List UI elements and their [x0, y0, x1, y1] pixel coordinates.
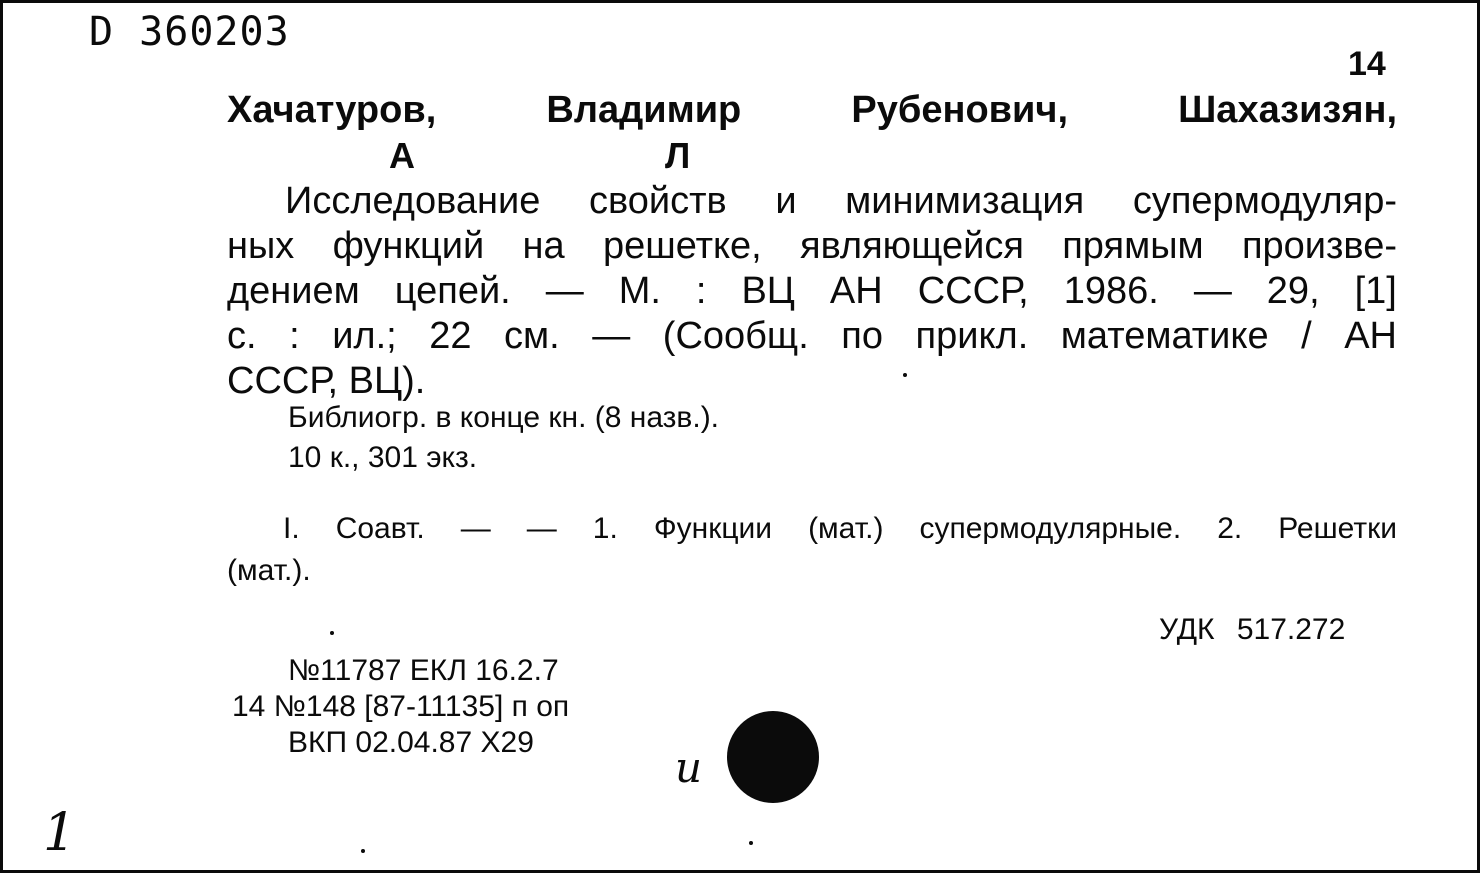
handwritten-mark: и	[675, 743, 703, 792]
bibliographic-description	[227, 179, 1397, 404]
card-number: 14	[1348, 45, 1386, 83]
subject-line: I. Соавт. — — 1. Функции (мат.) супермодулярные. 2. Решетки	[283, 512, 1397, 545]
author-surname-1: Хачатуров,	[227, 89, 437, 131]
description-line: ных функций на решетке, являющейся прямым произве-	[227, 225, 1397, 267]
tech-line-1: №11787 ЕКЛ 16.2.7	[288, 654, 559, 687]
author-name-1: Владимир	[546, 89, 742, 131]
description-line: с. : ил.; 22 см. — (Сообщ. по прикл. математике / АН	[227, 315, 1397, 357]
ink-speck	[361, 849, 365, 853]
ink-speck	[749, 841, 753, 845]
description-line: СССР, ВЦ).	[227, 360, 426, 402]
bibliography-note: Библиогр. в конце кн. (8 назв.).	[288, 401, 720, 434]
authors-line	[227, 89, 1397, 132]
ink-speck	[330, 631, 334, 635]
description-line: дением цепей. — М. : ВЦ АН СССР, 1986. — 29, [1]	[227, 270, 1397, 312]
handwritten-corner-number: 1	[43, 803, 77, 863]
price-copies-note: 10 к., 301 экз.	[288, 441, 478, 474]
ink-speck	[903, 373, 907, 377]
description-line: Исследование свойств и минимизация супермодуляр-	[285, 180, 1397, 222]
author-surname-2: Шахазизян,	[1178, 89, 1397, 131]
tech-line-3: ВКП 02.04.87 Х29	[288, 726, 534, 759]
tech-line-2: 14 №148 [87-11135] п оп	[232, 690, 570, 723]
author-initial-1: А	[389, 135, 415, 176]
author-initial-2: Л	[665, 135, 691, 176]
filled-circle-mark	[727, 711, 819, 803]
author-patronymic-1: Рубенович,	[851, 89, 1068, 131]
subject-line: (мат.).	[227, 554, 311, 587]
subject-headings	[227, 508, 1397, 592]
udk-code: УДК 517.272	[1159, 613, 1346, 646]
stamp-number: D 360203	[89, 9, 290, 55]
